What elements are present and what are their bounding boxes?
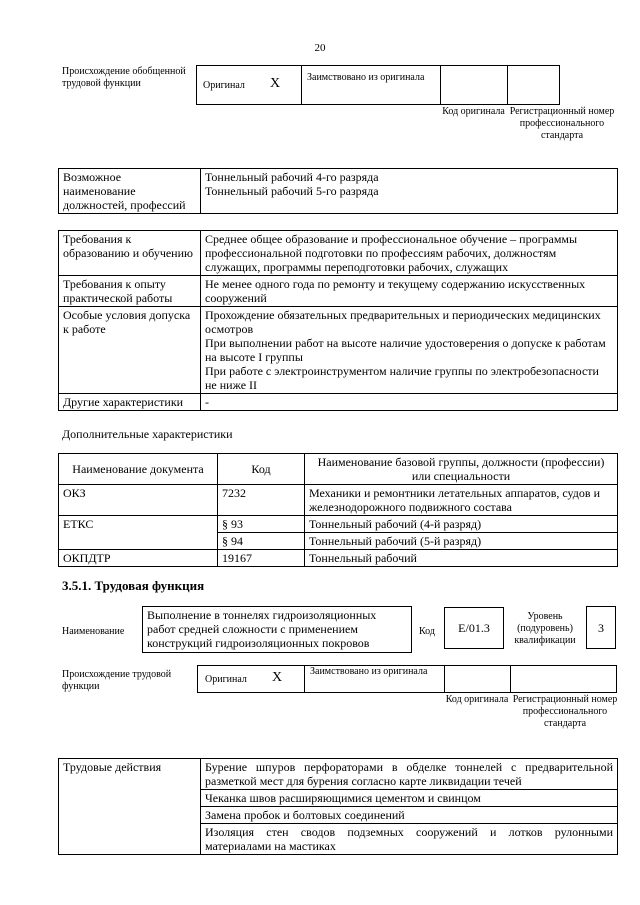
original-mark: X [270,76,281,91]
position-item: Тоннельный рабочий 5-го разряда [205,184,379,198]
positions-table [58,168,618,214]
row-name: Тоннельный рабочий (4-й разряд) [305,516,618,533]
req-text: - [201,394,618,411]
row-code: 7232 [218,485,305,516]
row-doc: ОКПДТР [59,550,218,567]
row-name: Механики и ремонтники летательных аппаратов, судов и железнодорожного подвижного состава [305,485,618,516]
requirements-table [58,230,618,411]
req-special [201,307,618,394]
row-name: Тоннельный рабочий [305,550,618,567]
function-code: E/01.3 [444,607,504,649]
req-label: Требования к опыту практической работы [59,276,201,307]
req-label: Особые условия допуска к работе [59,307,201,394]
actions-label: Трудовые действия [59,759,201,855]
position-item: Тоннельный рабочий 4-го разряда [205,170,379,184]
code-original-caption: Код оригинала [442,106,505,117]
action-item: Изоляция стен сводов подземных сооружений и лотков рулонными материалами на мастиках [201,824,618,855]
actions-table [58,758,618,855]
req-line: При выполнении работ на высоте наличие удостоверения о допуске к работам на высоте I группы [205,336,606,364]
req-text: Не менее одного года по ремонту и текущему содержанию искусственных сооружений [201,276,618,307]
reg-number-caption: Регистрационный номер профессионального стандарта [509,106,615,141]
req-label: Требования к образованию и обучению [59,231,201,276]
action-item: Бурение шпуров перфораторами в обделке тоннелей с предварительной разметкой мест для бурения согласно карте ликвидации течей [201,759,618,790]
page-number: 20 [314,42,326,54]
header-code: Код [218,454,305,485]
original-label: Оригинал [205,674,247,685]
origin-label: Происхождение трудовой функции [62,669,172,692]
name-label: Наименование [62,626,125,637]
original-mark: X [272,670,283,685]
original-label: Оригинал [203,80,245,91]
row-name: Тоннельный рабочий (5-й разряд) [305,533,618,550]
borrowed-label: Заимствовано из оригинала [307,72,425,83]
borrowed-label: Заимствовано из оригинала [310,666,428,677]
action-item: Чеканка швов расширяющимися цементом и свинцом [201,790,618,807]
req-text: Среднее общее образование и профессиональное обучение – программы профессиональной подготовки по профессиям рабочих, должностям служащих, программы переподготовки рабочих, служащих [201,231,618,276]
row-code: 19167 [218,550,305,567]
positions-values [201,169,618,214]
reg-number-caption: Регистрационный номер профессионального стандарта [512,694,618,729]
function-heading: 3.5.1. Трудовая функция [62,578,205,593]
row-doc: ЕТКС [59,516,218,550]
code-original-caption: Код оригинала [445,694,509,705]
additional-table [58,453,618,567]
origin-label: Происхождение обобщенной трудовой функции [62,66,186,89]
action-item: Замена пробок и болтовых соединений [201,807,618,824]
function-name: Выполнение в тоннелях гидроизоляционных работ средней сложности с применением конструкций гидроизоляционных покровов [142,606,412,653]
req-line: Прохождение обязательных предварительных и периодических медицинских осмотров [205,308,601,336]
row-code: § 94 [218,533,305,550]
origin-box [196,65,560,105]
header-name: Наименование базовой группы, должности (профессии) или специальности [305,454,618,485]
req-line: При работе с электроинструментом наличие группы по электробезопасности не ниже II [205,364,599,392]
positions-label: Возможное наименование должностей, профессий [59,169,201,214]
additional-title: Дополнительные характеристики [62,427,233,441]
row-code: § 93 [218,516,305,533]
level-value: 3 [586,606,616,649]
code-label: Код [419,626,435,637]
req-label: Другие характеристики [59,394,201,411]
row-doc: ОКЗ [59,485,218,516]
header-doc: Наименование документа [59,454,218,485]
level-label: Уровень (подуровень) квалификации [514,611,576,646]
